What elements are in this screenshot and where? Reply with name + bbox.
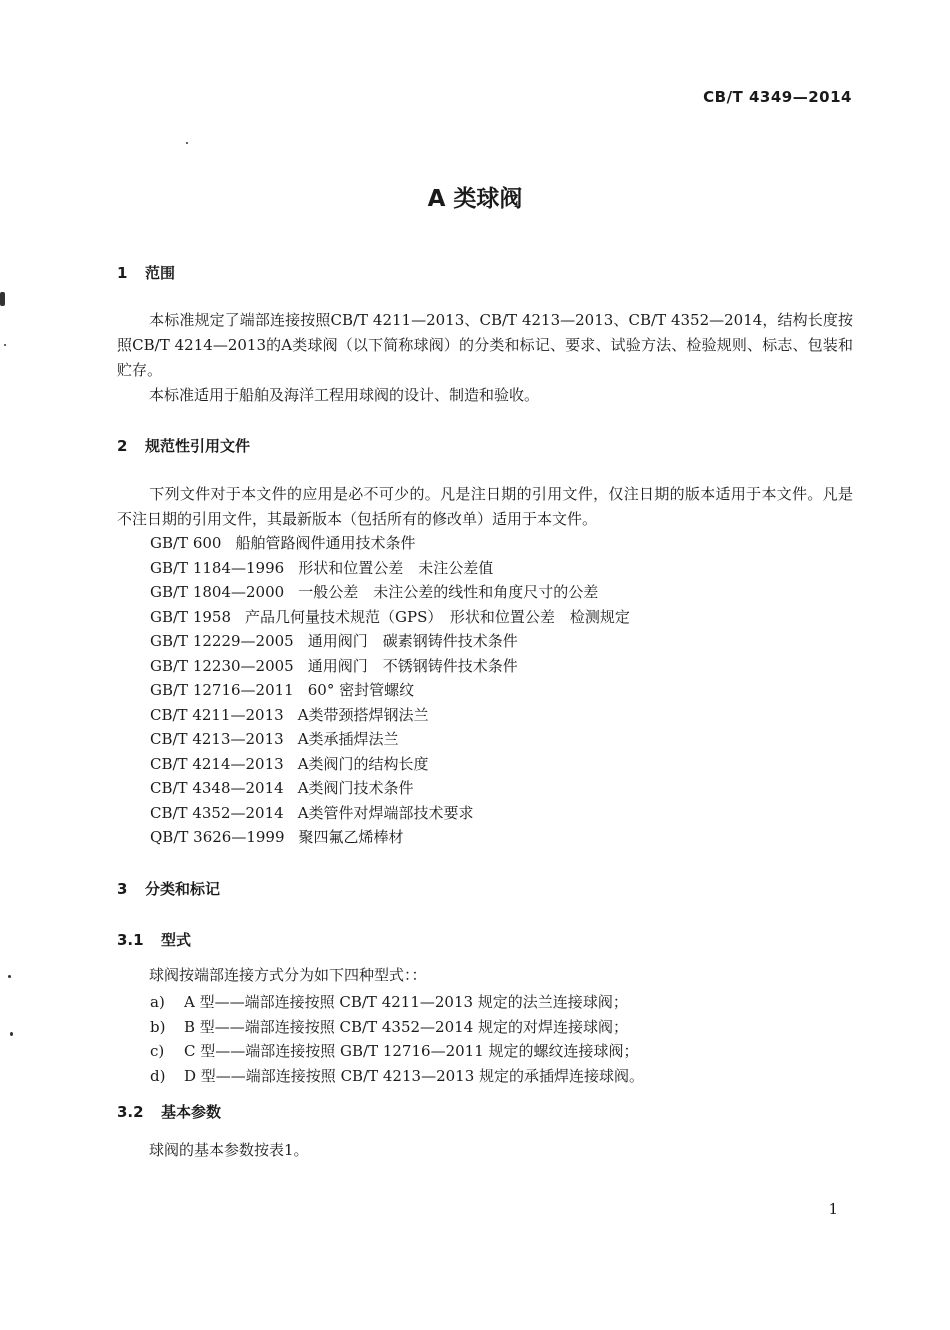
- reference-code: CB/T 4213—2013: [150, 730, 284, 748]
- reference-code: CB/T 4348—2014: [150, 779, 284, 797]
- reference-code: GB/T 1804—2000: [150, 583, 285, 601]
- type-text: B 型——端部连接按照 CB/T 4352—2014 规定的对焊连接球阀；: [184, 1017, 629, 1036]
- paragraph-text: 本标准规定了端部连接按照CB/T 4211—2013、CB/T 4213—2013、CB/T 4352—2014，结构长度按照CB/T 4214—2013的A类球阀（以下简称球阀）的分类和标记、要求、试验方法、检验规则、标志、包装和贮存。: [117, 311, 853, 379]
- basic-parameters-paragraph: [117, 1138, 853, 1163]
- reference-item: [150, 752, 630, 777]
- section-3-1-heading: [117, 929, 191, 950]
- paragraph-text: 本标准适用于船舶及海洋工程用球阀的设计、制造和验收。: [149, 386, 540, 404]
- scope-paragraph-2: [117, 383, 853, 408]
- reference-code: GB/T 600: [150, 534, 222, 552]
- reference-item: [150, 629, 630, 654]
- reference-item: [150, 556, 630, 581]
- type-text: A 型——端部连接按照 CB/T 4211—2013 规定的法兰连接球阀；: [184, 993, 628, 1011]
- reference-code: CB/T 4214—2013: [150, 754, 284, 773]
- list-marker: d): [150, 1066, 166, 1085]
- reference-code: CB/T 4352—2014: [150, 803, 284, 822]
- scan-speck: [186, 142, 188, 144]
- reference-code: QB/T 3626—1999: [150, 828, 285, 846]
- section-title: 范围: [145, 264, 176, 282]
- reference-code: GB/T 12229—2005: [150, 632, 294, 650]
- paragraph-text: 球阀按端部连接方式分为如下四种型式：：: [149, 966, 427, 984]
- reference-name: A类阀门技术条件: [297, 779, 414, 797]
- references-intro: [117, 482, 853, 532]
- reference-item: [150, 678, 630, 703]
- reference-name: 聚四氟乙烯棒材: [298, 828, 404, 846]
- section-2-heading: [117, 435, 250, 456]
- list-marker: c): [150, 1042, 165, 1060]
- type-text: D 型——端部连接按照 CB/T 4213—2013 规定的承插焊连接球阀。: [184, 1066, 645, 1085]
- reference-name: 通用阀门 碳素钢铸件技术条件: [307, 632, 518, 650]
- reference-item: [150, 727, 630, 752]
- reference-item: [150, 703, 630, 728]
- document-title: A 类球阀: [427, 186, 523, 212]
- reference-item: [150, 580, 630, 605]
- section-number: 3: [117, 880, 128, 898]
- types-intro: [117, 963, 853, 988]
- reference-name: 船舶管路阀件通用技术条件: [235, 534, 416, 552]
- reference-code: GB/T 12230—2005: [150, 656, 294, 675]
- reference-code: CB/T 4211—2013: [150, 705, 284, 724]
- reference-code: GB/T 12716—2011: [150, 681, 294, 699]
- reference-item: [150, 605, 630, 630]
- section-title: 型式: [161, 931, 192, 949]
- reference-name: 一般公差 未注公差的线性和角度尺寸的公差: [298, 583, 599, 601]
- reference-name: 形状和位置公差 未注公差值: [298, 558, 494, 577]
- reference-name: 60° 密封管螺纹: [307, 681, 415, 699]
- type-text: C 型——端部连接按照 GB/T 12716—2011 规定的螺纹连接球阀；: [184, 1042, 639, 1060]
- reference-name: A类管件对焊端部技术要求: [297, 803, 474, 822]
- scan-speck: [8, 975, 11, 978]
- section-3-heading: [117, 878, 220, 899]
- section-number: 2: [117, 437, 128, 455]
- paragraph-text: 球阀的基本参数按表1。: [149, 1141, 309, 1159]
- scan-speck: [0, 292, 5, 306]
- list-marker: b): [150, 1017, 166, 1036]
- section-number: 3.1: [117, 931, 144, 949]
- normative-reference-list: [150, 531, 630, 850]
- section-title: 分类和标记: [145, 880, 221, 898]
- section-title: 规范性引用文件: [145, 437, 251, 455]
- section-number: 1: [117, 264, 128, 282]
- valve-type-list: [150, 990, 644, 1088]
- reference-name: 通用阀门 不锈钢铸件技术条件: [307, 656, 518, 675]
- paragraph-text: 下列文件对于本文件的应用是必不可少的。凡是注日期的引用文件，仅注日期的版本适用于本文件。凡是不注日期的引用文件，其最新版本（包括所有的修改单）适用于本文件。: [117, 485, 853, 528]
- reference-name: 产品几何量技术规范（GPS） 形状和位置公差 检测规定: [245, 607, 630, 626]
- scan-speck: [4, 344, 6, 346]
- type-item: [150, 1064, 644, 1089]
- reference-item: [150, 776, 630, 801]
- reference-name: A类带颈搭焊钢法兰: [297, 705, 429, 724]
- reference-item: [150, 825, 630, 850]
- page-number: 1: [828, 1200, 838, 1218]
- reference-name: A类阀门的结构长度: [297, 754, 429, 773]
- reference-item: [150, 801, 630, 826]
- type-item: [150, 1039, 644, 1064]
- list-marker: a): [150, 993, 165, 1011]
- reference-item: [150, 531, 630, 556]
- reference-name: A类承插焊法兰: [297, 730, 399, 748]
- reference-item: [150, 654, 630, 679]
- scan-speck: [10, 1032, 13, 1036]
- type-item: [150, 990, 644, 1015]
- scope-paragraph-1: [117, 308, 853, 383]
- type-item: [150, 1015, 644, 1040]
- reference-code: GB/T 1958: [150, 607, 232, 626]
- section-title: 基本参数: [161, 1103, 222, 1121]
- section-1-heading: [117, 262, 175, 283]
- section-3-2-heading: [117, 1101, 221, 1122]
- reference-code: GB/T 1184—1996: [150, 558, 285, 577]
- standard-code: CB/T 4349—2014: [703, 88, 852, 106]
- section-number: 3.2: [117, 1103, 144, 1121]
